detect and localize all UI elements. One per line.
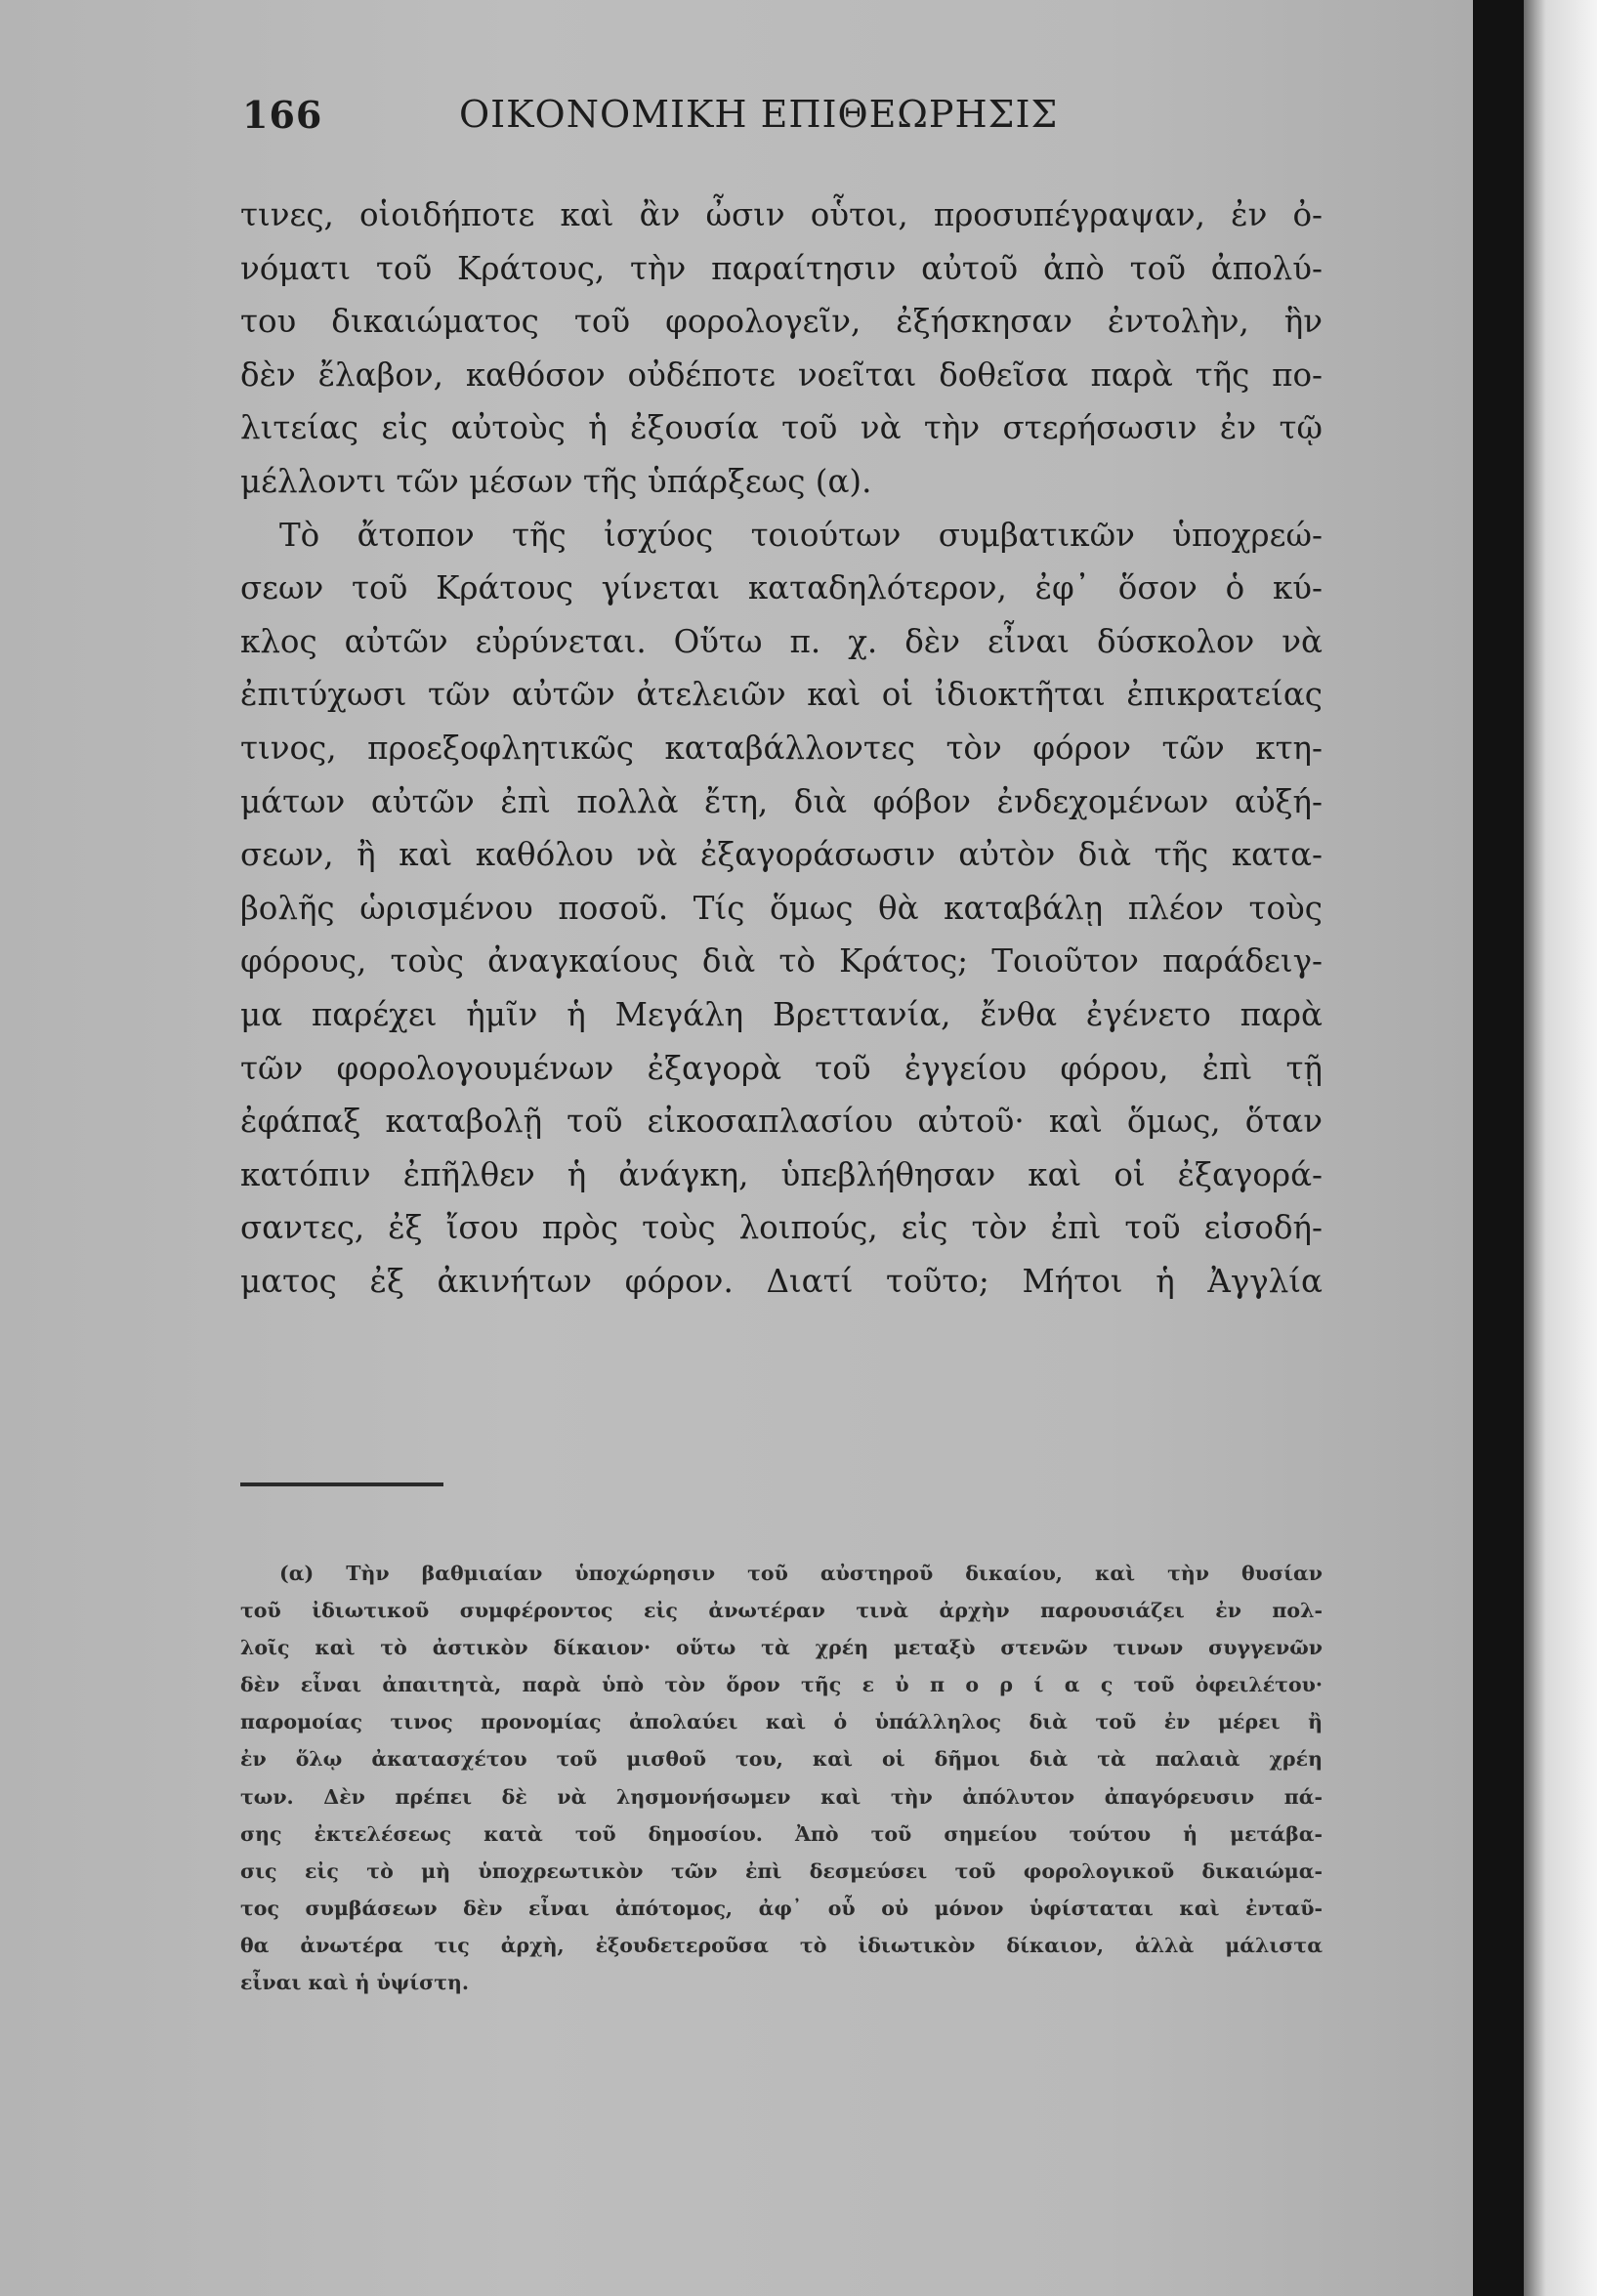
- page-edge: [1524, 0, 1597, 2296]
- body-line: κατόπιν ἐπῆλθεν ἡ ἀνάγκη, ὑπεβλήθησαν καὶ οἱ ἐξαγορά-: [240, 1155, 1323, 1193]
- body-line: σαντες, ἐξ ἴσου πρὸς τοὺς λοιπούς, εἰς τὸν ἐπὶ τοῦ εἰσοδή-: [240, 1209, 1323, 1247]
- footnote-line: ἐν ὅλῳ ἀκατασχέτου τοῦ μισθοῦ του, καὶ οἱ δῆμοι διὰ τὰ παλαιὰ χρέη: [240, 1747, 1323, 1772]
- footnote-line: τοῦ ἰδιωτικοῦ συμφέροντος εἰς ἀνωτέραν τινὰ ἀρχὴν παρουσιάζει ἐν πολ-: [240, 1599, 1323, 1623]
- body-line: ματος ἐξ ἀκινήτων φόρον. Διατί τοῦτο; Μήτοι ἡ Ἀγγλία: [240, 1262, 1323, 1300]
- body-line: τῶν φορολογουμένων ἐξαγορὰ τοῦ ἐγγείου φόρου, ἐπὶ τῇ: [240, 1049, 1323, 1087]
- body-line: ἐπιτύχωσι τῶν αὐτῶν ἀτελειῶν καὶ οἱ ἰδιοκτῆται ἐπικρατείας: [240, 676, 1323, 714]
- book-gutter-shadow: [1473, 0, 1524, 2296]
- footnote-line: σης ἐκτελέσεως κατὰ τοῦ δημοσίου. Ἀπὸ τοῦ σημείου τούτου ἡ μετάβα-: [240, 1821, 1323, 1846]
- body-line: Τὸ ἄτοπον τῆς ἰσχύος τοιούτων συμβατικῶν ὑποχρεώ-: [279, 516, 1323, 554]
- footnote-line: δὲν εἶναι ἀπαιτητὰ, παρὰ ὑπὸ τὸν ὅρον τῆς ε ὐ π ο ρ ί α ς τοῦ ὀφειλέτου·: [240, 1673, 1323, 1697]
- footnote-line: τος συμβάσεων δὲν εἶναι ἀπότομος, ἀφ᾽ οὗ οὐ μόνον ὑφίσταται καὶ ἐνταῦ-: [240, 1896, 1323, 1920]
- footnote-line: των. Δὲν πρέπει δὲ νὰ λησμονήσωμεν καὶ τὴν ἀπόλυτον ἀπαγόρευσιν πά-: [240, 1784, 1323, 1809]
- body-line: μέλλοντι τῶν μέσων τῆς ὑπάρξεως (α).: [240, 462, 872, 500]
- body-line: σεων τοῦ Κράτους γίνεται καταδηλότερον, ἐφ᾽ ὅσον ὁ κύ-: [240, 569, 1323, 607]
- footnote-line: παρομοίας τινος προνομίας ἀπολαύει καὶ ὁ ὑπάλληλος διὰ τοῦ ἐν μέρει ἢ: [240, 1710, 1323, 1734]
- running-title: ΟΙΚΟΝΟΜΙΚΗ ΕΠΙΘΕΩΡΗΣΙΣ: [459, 93, 1059, 136]
- body-line: τινος, προεξοφλητικῶς καταβάλλοντες τὸν φόρον τῶν κτη-: [240, 729, 1323, 767]
- body-text: [240, 188, 1323, 1308]
- page-number: 166: [242, 93, 323, 137]
- body-line: του δικαιώματος τοῦ φορολογεῖν, ἐξήσκησαν ἐντολὴν, ἣν: [240, 303, 1323, 341]
- footnote-line: (α) Τὴν βαθμιαίαν ὑποχώρησιν τοῦ αὐστηροῦ δικαίου, καὶ τὴν θυσίαν: [279, 1562, 1323, 1585]
- footnote-line: εἶναι καὶ ἡ ὑψίστη.: [240, 1971, 470, 1995]
- body-line: μα παρέχει ἡμῖν ἡ Μεγάλη Βρεττανία, ἔνθα ἐγένετο παρὰ: [240, 995, 1323, 1033]
- body-line: κλος αὐτῶν εὐρύνεται. Οὕτω π. χ. δὲν εἶναι δύσκολον νὰ: [240, 622, 1323, 660]
- body-line: σεων, ἢ καὶ καθόλου νὰ ἐξαγοράσωσιν αὐτὸν διὰ τῆς κατα-: [240, 836, 1323, 874]
- footnote-separator: [240, 1482, 443, 1486]
- body-line: λιτείας εἰς αὐτοὺς ἡ ἐξουσία τοῦ νὰ τὴν στερήσωσιν ἐν τῷ: [240, 409, 1323, 447]
- body-line: φόρους, τοὺς ἀναγκαίους διὰ τὸ Κράτος; Τοιοῦτον παράδειγ-: [240, 942, 1323, 981]
- footnote: [240, 1555, 1323, 2001]
- body-line: τινες, οἱοιδήποτε καὶ ἂν ὦσιν οὗτοι, προσυπέγραψαν, ἐν ὀ-: [240, 196, 1323, 233]
- body-line: νόματι τοῦ Κράτους, τὴν παραίτησιν αὐτοῦ ἀπὸ τοῦ ἀπολύ-: [240, 249, 1323, 287]
- footnote-line: λοῖς καὶ τὸ ἀστικὸν δίκαιον· οὕτω τὰ χρέη μεταξὺ στενῶν τινων συγγενῶν: [240, 1636, 1323, 1660]
- footnote-line: σις εἰς τὸ μὴ ὑποχρεωτικὸν τῶν ἐπὶ δεσμεύσει τοῦ φορολογικοῦ δικαιώμα-: [240, 1858, 1323, 1883]
- body-line: μάτων αὐτῶν ἐπὶ πολλὰ ἔτη, διὰ φόβον ἐνδεχομένων αὐξή-: [240, 782, 1323, 820]
- body-line: βολῆς ὡρισμένου ποσοῦ. Τίς ὅμως θὰ καταβάλῃ πλέον τοὺς: [240, 889, 1323, 927]
- body-line: δὲν ἔλαβον, καθόσον οὐδέποτε νοεῖται δοθεῖσα παρὰ τῆς πο-: [240, 355, 1323, 394]
- body-line: ἐφάπαξ καταβολῇ τοῦ εἰκοσαπλασίου αὐτοῦ· καὶ ὅμως, ὅταν: [240, 1103, 1323, 1141]
- footnote-line: θα ἀνωτέρα τις ἀρχὴ, ἐξουδετεροῦσα τὸ ἰδιωτικὸν δίκαιον, ἀλλὰ μάλιστα: [240, 1933, 1323, 1957]
